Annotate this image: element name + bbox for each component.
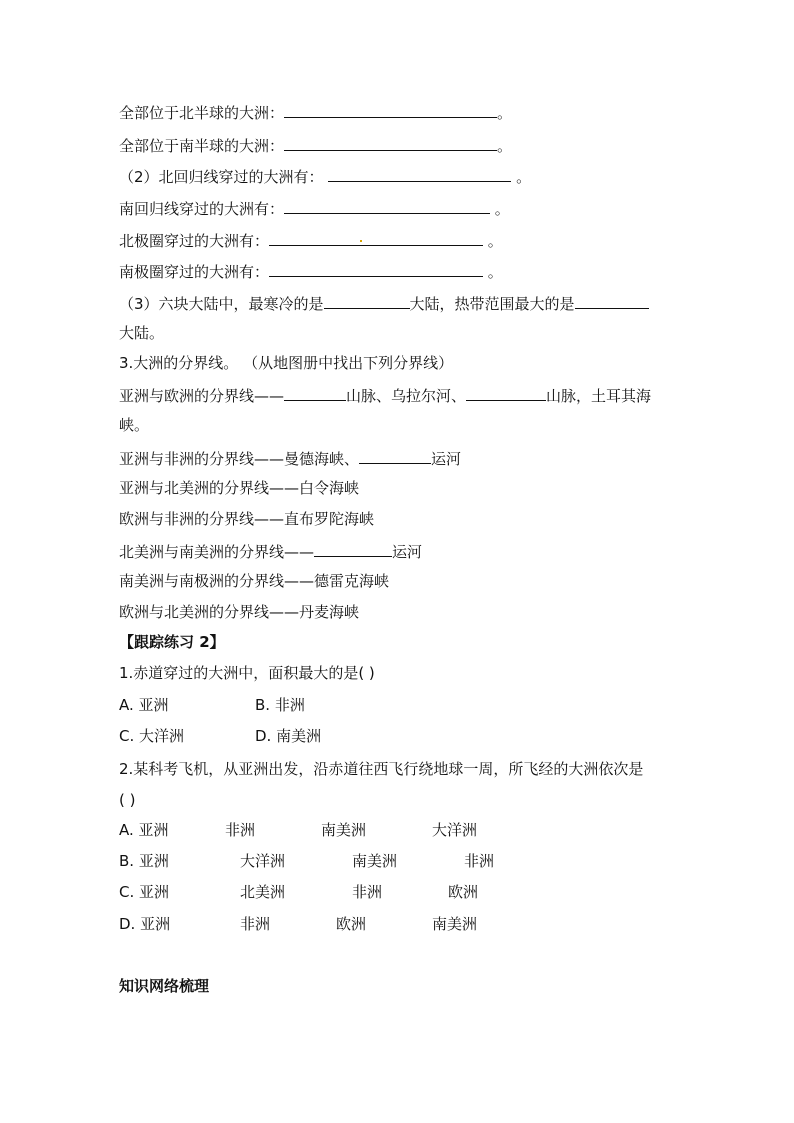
answer-blank[interactable] xyxy=(328,165,511,182)
option-continent: 大洋洲 xyxy=(240,852,286,870)
answer-blank[interactable] xyxy=(284,197,490,214)
antarctic-circle-line xyxy=(119,260,503,282)
q2-option-c[interactable] xyxy=(119,882,478,902)
option-continent: 欧洲 xyxy=(448,883,479,901)
samerica-antarctica-line xyxy=(119,571,389,591)
option-continent: 南美洲 xyxy=(321,821,367,839)
tropic-capricorn-label: 南回归线穿过的大洲有： xyxy=(119,200,285,218)
option-a[interactable]: A. 亚洲 xyxy=(119,696,169,714)
question-2-text: 2.某科考飞机，从亚洲出发，沿赤道往西飞行绕地球一周，所飞经的大洲依次是 xyxy=(119,760,644,778)
tropic-capricorn-line xyxy=(119,197,510,219)
practice-heading xyxy=(119,632,225,652)
south-hemisphere-line xyxy=(119,134,512,156)
question-1 xyxy=(119,663,375,683)
asia-europe-text-3: 山脉，土耳其海 xyxy=(546,387,652,405)
arctic-circle-label: 北极圈穿过的大洲有： xyxy=(119,232,270,250)
tropic-cancer-label: （2）北回归线穿过的大洲有： xyxy=(119,168,324,186)
option-label: D. 亚洲 xyxy=(119,915,171,933)
answer-blank[interactable] xyxy=(466,384,546,401)
option-continent: 欧洲 xyxy=(336,915,367,933)
q3-line xyxy=(119,292,649,314)
south-hemisphere-label: 全部位于南半球的大洲： xyxy=(119,137,285,155)
option-label: B. 亚洲 xyxy=(119,852,169,870)
option-continent: 非洲 xyxy=(225,821,256,839)
europe-africa-text: 欧洲与非洲的分界线——直布罗陀海峡 xyxy=(119,510,375,528)
asia-namerica-text: 亚洲与北美洲的分界线——白令海峡 xyxy=(119,479,360,497)
arctic-circle-line xyxy=(119,229,503,251)
section3-heading xyxy=(119,353,453,373)
option-continent: 非洲 xyxy=(352,883,383,901)
north-hemisphere-label: 全部位于北半球的大洲： xyxy=(119,104,285,122)
q2-option-a[interactable] xyxy=(119,820,477,840)
answer-blank[interactable] xyxy=(284,384,346,401)
q3-text-3: 大陆。 xyxy=(119,324,165,342)
period: 。 xyxy=(516,168,532,186)
q3-text-1: （3）六块大陆中，最寒冷的是 xyxy=(119,295,324,313)
europe-africa-line xyxy=(119,509,374,529)
europe-namerica-line xyxy=(119,602,359,622)
namerica-samerica-text-2: 运河 xyxy=(392,543,423,561)
option-b[interactable]: B. 非洲 xyxy=(255,696,305,714)
option-continent: 南美洲 xyxy=(432,915,478,933)
asia-africa-text-2: 运河 xyxy=(431,450,462,468)
period: 。 xyxy=(487,263,503,281)
answer-blank[interactable] xyxy=(314,540,392,557)
question-2-paren xyxy=(119,790,135,810)
answer-blank[interactable] xyxy=(269,229,483,246)
asia-africa-text-1: 亚洲与非洲的分界线——曼德海峡、 xyxy=(119,450,360,468)
option-continent: 南美洲 xyxy=(352,852,398,870)
q1-options-row-1 xyxy=(119,695,305,715)
q2-option-d[interactable] xyxy=(119,914,477,934)
period: 。 xyxy=(487,232,503,250)
option-continent: 北美洲 xyxy=(240,883,286,901)
namerica-samerica-text-1: 北美洲与南美洲的分界线—— xyxy=(119,543,315,561)
knowledge-network-heading-text: 知识网络梳理 xyxy=(119,977,210,995)
samerica-antarctica-text: 南美洲与南极洲的分界线——德雷克海峡 xyxy=(119,572,390,590)
asia-europe-line xyxy=(119,384,651,406)
asia-europe-line-2 xyxy=(119,415,149,435)
period: 。 xyxy=(497,104,513,122)
option-label: C. 亚洲 xyxy=(119,883,170,901)
north-hemisphere-line xyxy=(119,101,512,123)
q3-line-2 xyxy=(119,323,164,343)
q3-text-2: 大陆，热带范围最大的是 xyxy=(409,295,575,313)
question-1-text: 1.赤道穿过的大洲中，面积最大的是( ) xyxy=(119,664,375,682)
asia-europe-text-1: 亚洲与欧洲的分界线—— xyxy=(119,387,285,405)
antarctic-circle-label: 南极圈穿过的大洲有： xyxy=(119,263,270,281)
answer-blank[interactable] xyxy=(575,292,649,309)
answer-blank[interactable] xyxy=(284,134,497,151)
q1-options-row-2 xyxy=(119,726,321,746)
asia-namerica-line xyxy=(119,478,359,498)
stray-dot xyxy=(360,240,362,242)
option-d[interactable]: D. 南美洲 xyxy=(255,727,322,745)
option-c[interactable]: C. 大洋洲 xyxy=(119,727,185,745)
section3-heading-text: 3.大洲的分界线。 （从地图册中找出下列分界线） xyxy=(119,354,454,372)
answer-blank[interactable] xyxy=(284,101,497,118)
option-continent: 非洲 xyxy=(240,915,271,933)
period: 。 xyxy=(497,137,513,155)
option-label: A. 亚洲 xyxy=(119,821,169,839)
answer-blank[interactable] xyxy=(269,260,483,277)
answer-paren[interactable]: ( ) xyxy=(119,791,136,809)
knowledge-network-heading xyxy=(119,976,209,996)
tropic-cancer-line xyxy=(119,165,531,187)
q2-option-b[interactable] xyxy=(119,851,494,871)
namerica-samerica-line xyxy=(119,540,422,562)
period: 。 xyxy=(494,200,510,218)
asia-europe-text-4: 峡。 xyxy=(119,416,150,434)
question-2 xyxy=(119,759,643,779)
option-continent: 大洋洲 xyxy=(432,821,478,839)
europe-namerica-text: 欧洲与北美洲的分界线——丹麦海峡 xyxy=(119,603,360,621)
asia-europe-text-2: 山脉、乌拉尔河、 xyxy=(346,387,467,405)
practice-heading-text: 【跟踪练习 2】 xyxy=(119,633,225,651)
answer-blank[interactable] xyxy=(359,447,431,464)
asia-africa-line xyxy=(119,447,461,469)
option-continent: 非洲 xyxy=(464,852,495,870)
answer-blank[interactable] xyxy=(324,292,410,309)
